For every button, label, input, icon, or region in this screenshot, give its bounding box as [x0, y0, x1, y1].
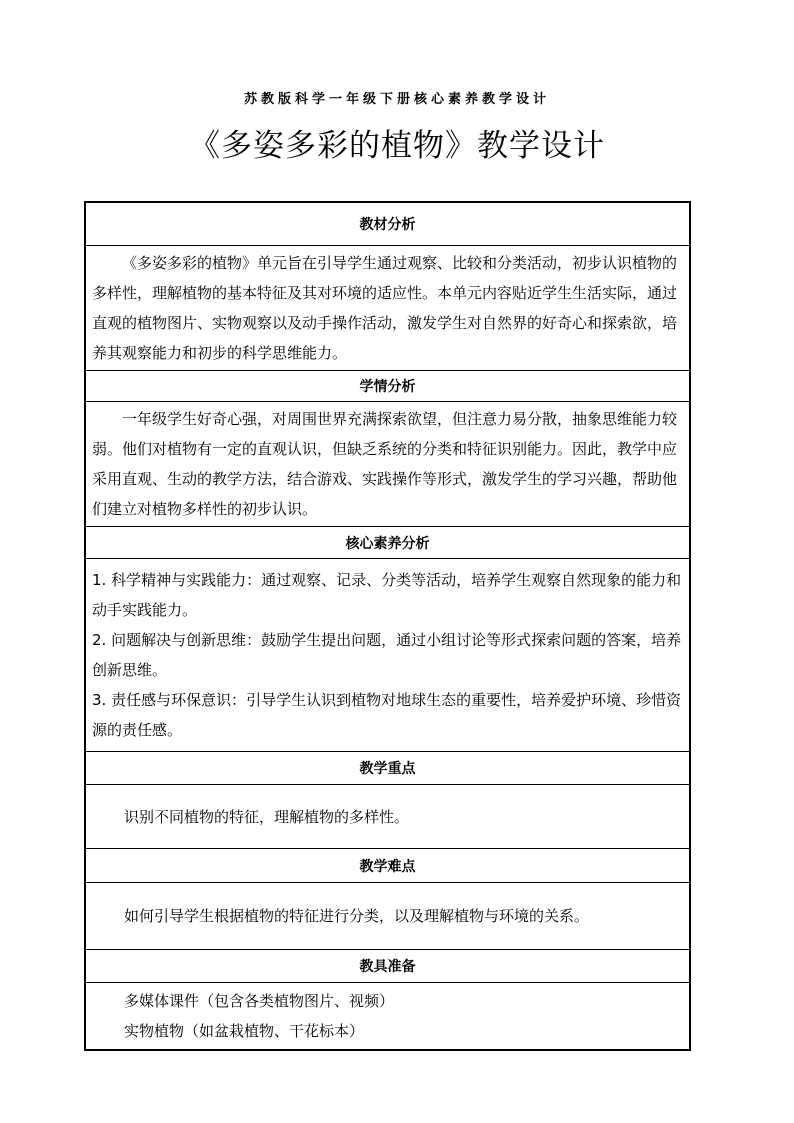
key-points-heading: 教学重点 [85, 752, 690, 785]
difficulties-text: 如何引导学生根据植物的特征进行分类，以及理解植物与环境的关系。 [124, 907, 590, 925]
textbook-analysis-text: 《多姿多彩的植物》单元旨在引导学生通过观察、比较和分类活动，初步认识植物的多样性，理解植物的基本特征及其对环境的适应性。本单元内容贴近学生生活实际，通过直观的植物图片、实物观察以及动手操作活动，激发学生对自然界的好奇心和探索欲，培养其观察能力和初步的科学思维能力。 [92, 254, 678, 362]
key-points-heading-row [85, 752, 690, 785]
core-literacy-item-1: 1. 科学精神与实践能力：通过观察、记录、分类等活动，培养学生观察自然现象的能力和动手实践能力。 [92, 571, 682, 619]
core-literacy-cell [85, 559, 690, 752]
materials-body-row [85, 983, 690, 1051]
materials-item-1: 多媒体课件（包含各类植物图片、视频） [124, 992, 395, 1010]
key-points-cell [85, 785, 690, 849]
materials-heading: 教具准备 [85, 950, 690, 983]
textbook-analysis-heading-row [85, 202, 690, 246]
difficulties-heading: 教学难点 [85, 849, 690, 883]
document-title: 《多姿多彩的植物》教学设计 [189, 128, 605, 164]
document-subtitle: 苏教版科学一年级下册核心素养教学设计 [243, 92, 550, 107]
student-analysis-heading: 学情分析 [85, 371, 690, 402]
key-points-body-row [85, 785, 690, 849]
difficulties-heading-row [85, 849, 690, 883]
textbook-analysis-cell [85, 246, 690, 371]
key-points-text: 识别不同植物的特征，理解植物的多样性。 [124, 807, 410, 826]
core-literacy-body-row [85, 559, 690, 752]
student-analysis-heading-row [85, 371, 690, 402]
difficulties-cell [85, 883, 690, 950]
materials-cell [85, 983, 690, 1051]
materials-heading-row [85, 950, 690, 983]
core-literacy-item-3: 3. 责任感与环保意识：引导学生认识到植物对地球生态的重要性，培养爱护环境、珍惜资源的责任感。 [92, 691, 682, 739]
core-literacy-heading: 核心素养分析 [85, 527, 690, 559]
materials-item-2: 实物植物（如盆栽植物、干花标本） [124, 1022, 365, 1040]
student-analysis-cell [85, 402, 690, 527]
student-analysis-body-row [85, 402, 690, 527]
difficulties-body-row [85, 883, 690, 950]
core-literacy-item-2: 2. 问题解决与创新思维：鼓励学生提出问题，通过小组讨论等形式探索问题的答案，培养创新思维。 [92, 631, 682, 679]
core-literacy-heading-row [85, 527, 690, 559]
lesson-plan-table [84, 201, 691, 1051]
textbook-analysis-heading: 教材分析 [85, 202, 690, 246]
textbook-analysis-body-row [85, 246, 690, 371]
student-analysis-text: 一年级学生好奇心强，对周围世界充满探索欲望，但注意力易分散，抽象思维能力较弱。他们对植物有一定的直观认识，但缺乏系统的分类和特征识别能力。因此，教学中应采用直观、生动的教学方法，结合游戏、实践操作等形式，激发学生的学习兴趣，帮助他们建立对植物多样性的初步认识。 [92, 410, 678, 518]
